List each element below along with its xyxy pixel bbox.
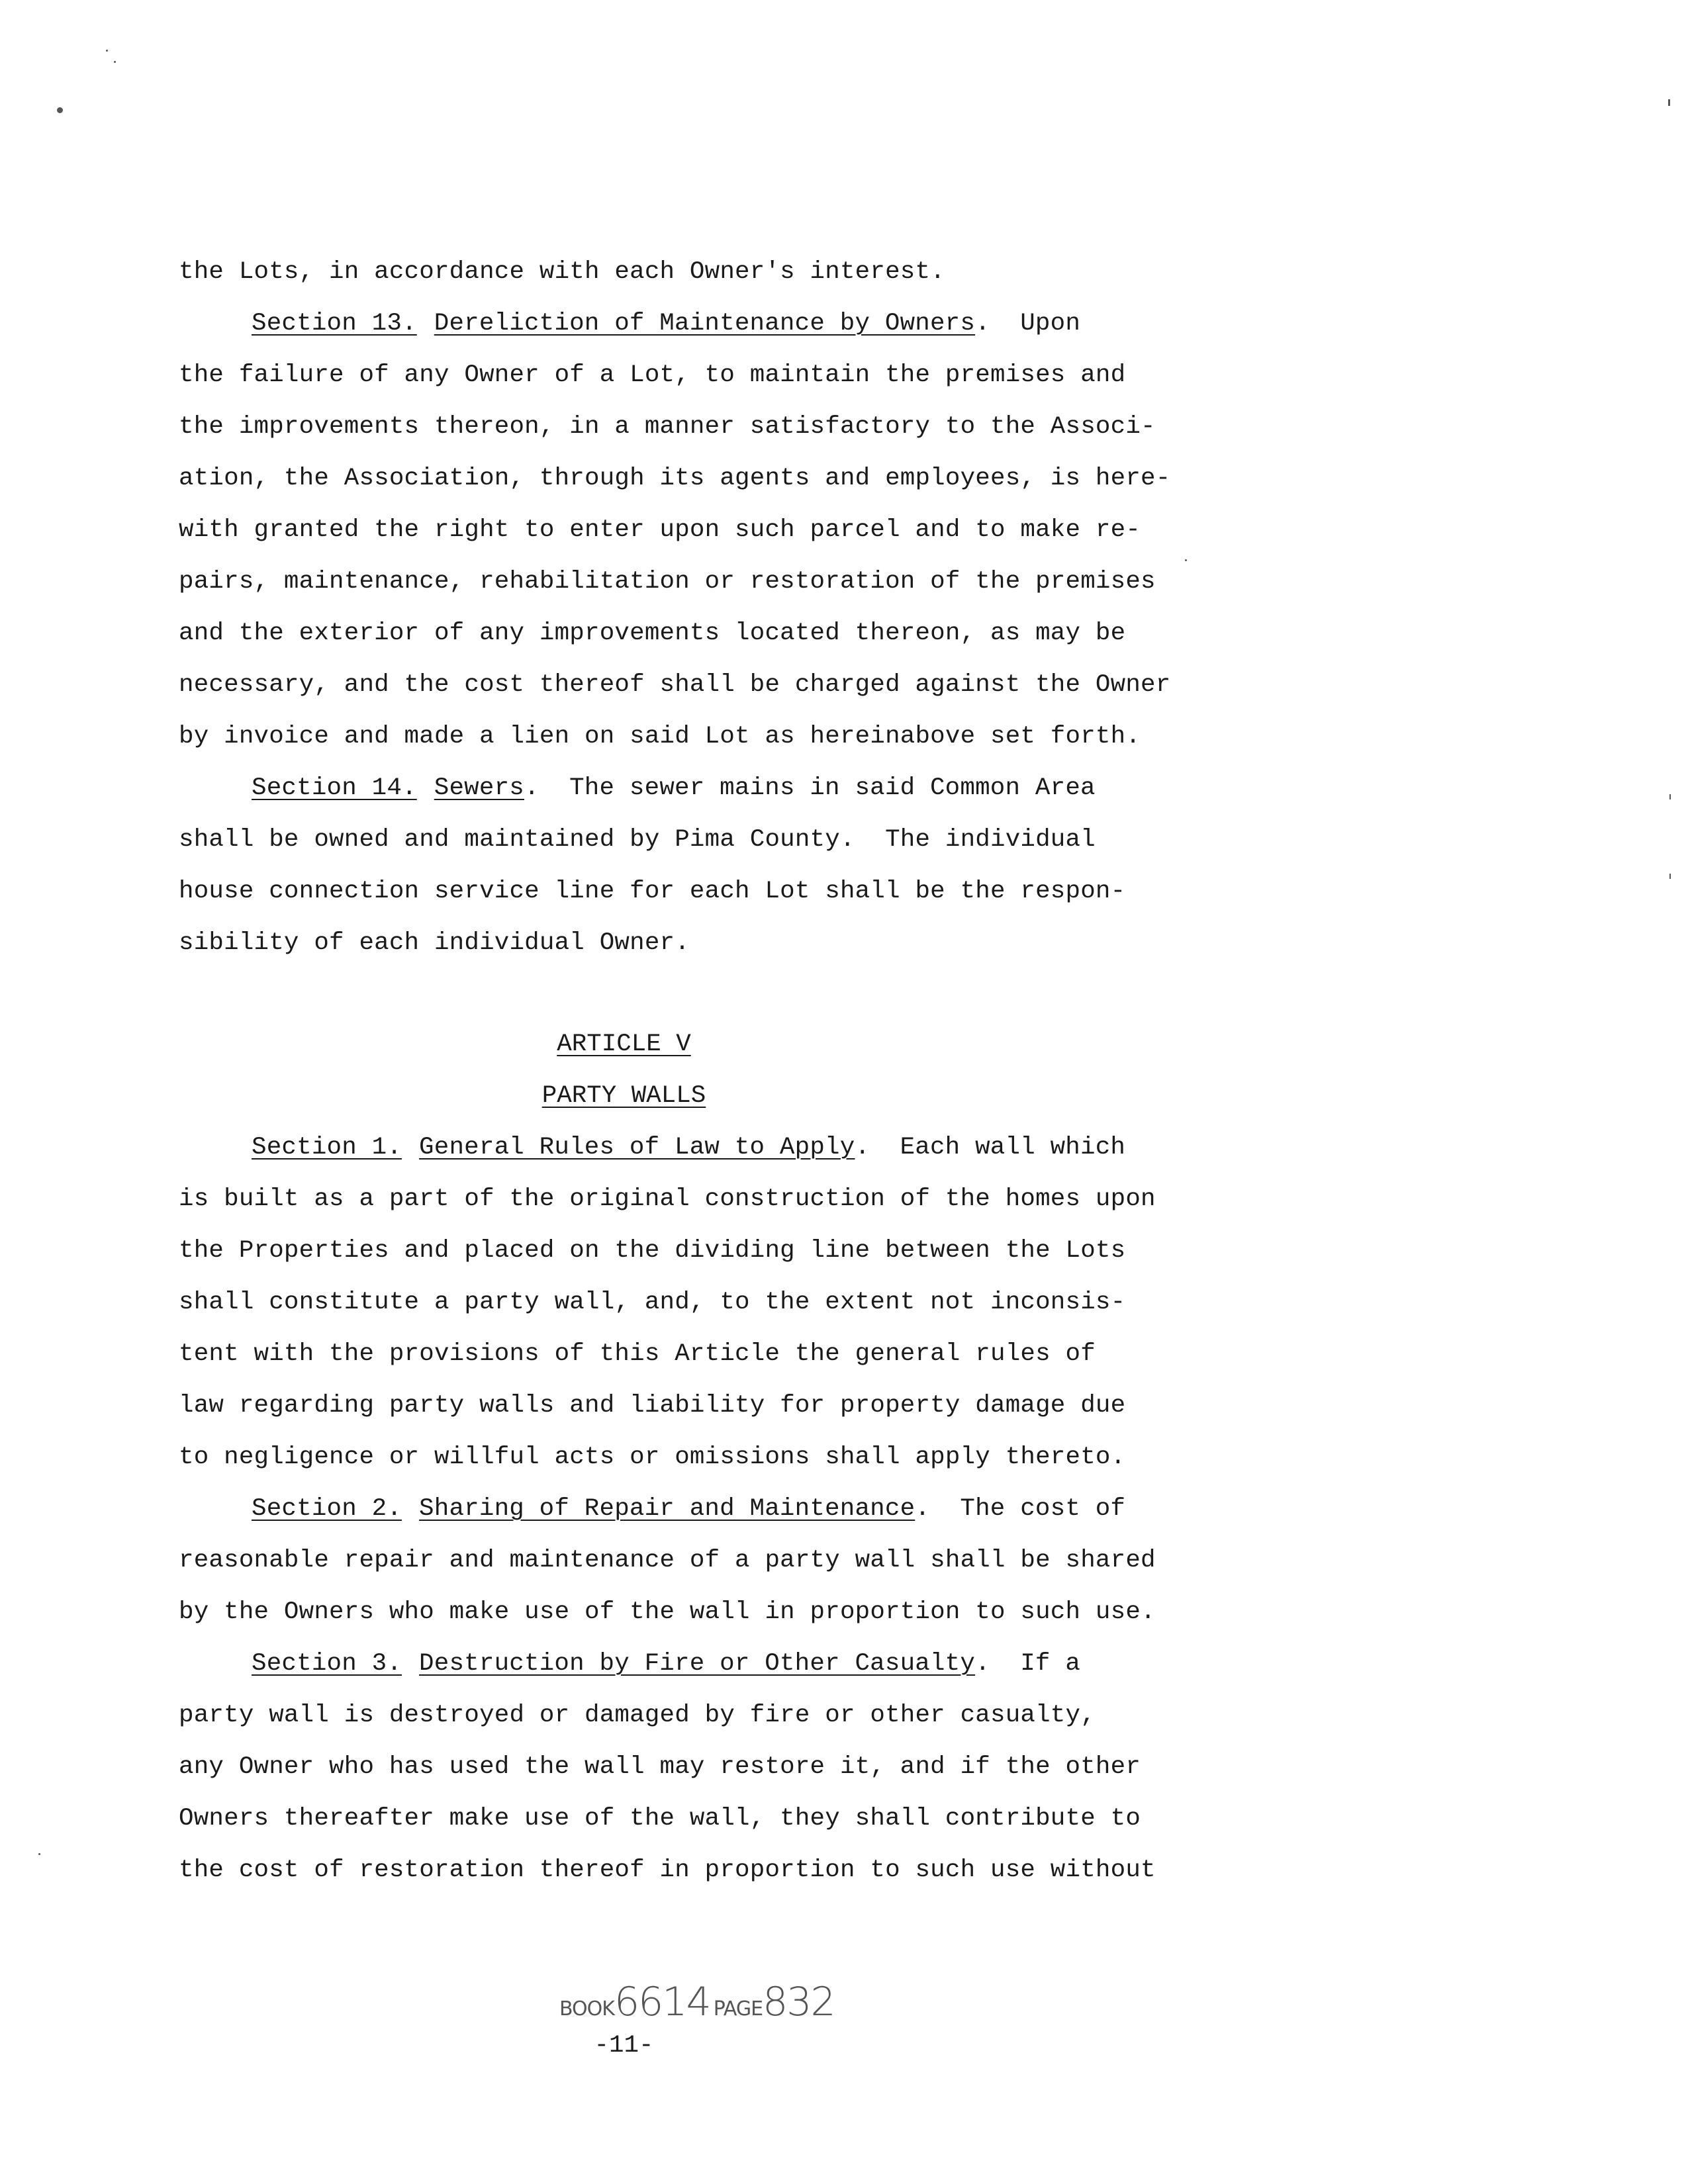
text-line: party wall is destroyed or damaged by fire or other casualty, bbox=[179, 1702, 1096, 1729]
text-line: the improvements thereon, in a manner satisfactory to the Associ- bbox=[179, 413, 1156, 441]
scan-speck bbox=[1669, 874, 1671, 879]
heading-trailing-text: . The sewer mains in said Common Area bbox=[524, 774, 1096, 802]
section-number: Section 1. bbox=[252, 1134, 402, 1161]
text-line: is built as a part of the original construction of the homes upon bbox=[179, 1185, 1156, 1213]
section-number: Section 13. bbox=[252, 310, 417, 338]
heading-trailing-text: . Each wall which bbox=[855, 1134, 1126, 1161]
text-line: any Owner who has used the wall may restore it, and if the other bbox=[179, 1753, 1141, 1781]
stamp-page-number: 832 bbox=[763, 1979, 835, 2025]
section-2-heading bbox=[252, 1497, 1125, 1522]
text-line: the failure of any Owner of a Lot, to maintain the premises and bbox=[179, 361, 1126, 389]
text-line: the Lots, in accordance with each Owner's interest. bbox=[179, 258, 945, 286]
page-number: -11- bbox=[594, 2032, 654, 2060]
text-line: pairs, maintenance, rehabilitation or restoration of the premises bbox=[179, 568, 1156, 596]
heading-trailing-text: . Upon bbox=[975, 310, 1081, 338]
scan-speck bbox=[1668, 99, 1670, 106]
text-line: law regarding party walls and liability for property damage due bbox=[179, 1392, 1126, 1420]
text-line: by the Owners who make use of the wall in proportion to such use. bbox=[179, 1598, 1156, 1626]
text-line: necessary, and the cost thereof shall be charged against the Owner bbox=[179, 671, 1171, 699]
text-line: reasonable repair and maintenance of a party wall shall be shared bbox=[179, 1547, 1156, 1574]
article-title: PARTY WALLS bbox=[541, 1082, 706, 1110]
text-line: sibility of each individual Owner. bbox=[179, 929, 690, 957]
scan-speck bbox=[57, 107, 63, 113]
stamp-book-number: 6614 bbox=[614, 1979, 710, 2025]
text-line: shall be owned and maintained by Pima County. The individual bbox=[179, 826, 1096, 854]
section-14-heading bbox=[252, 776, 1096, 801]
section-3-heading bbox=[252, 1652, 1080, 1677]
heading-trailing-text: . If a bbox=[975, 1650, 1081, 1678]
section-title: Sewers bbox=[434, 774, 524, 802]
section-13-heading bbox=[252, 312, 1080, 337]
text-line: ation, the Association, through its agents and employees, is here- bbox=[179, 465, 1171, 492]
section-title: Dereliction of Maintenance by Owners bbox=[434, 310, 976, 338]
text-line: the cost of restoration thereof in proportion to such use without bbox=[179, 1856, 1156, 1884]
section-number: Section 14. bbox=[252, 774, 417, 802]
scan-speck bbox=[38, 1853, 40, 1855]
scan-speck bbox=[106, 50, 108, 52]
text-line: and the exterior of any improvements located thereon, as may be bbox=[179, 619, 1126, 647]
stamp-book-prefix: BOOK bbox=[559, 1997, 614, 2021]
section-title: Sharing of Repair and Maintenance bbox=[419, 1495, 915, 1523]
section-title: Destruction by Fire or Other Casualty bbox=[419, 1650, 976, 1678]
recording-stamp bbox=[559, 1979, 835, 2025]
section-1-heading bbox=[252, 1136, 1125, 1161]
section-number: Section 3. bbox=[252, 1650, 402, 1678]
scan-speck bbox=[114, 61, 116, 63]
stamp-page-prefix: PAGE bbox=[713, 1997, 763, 2021]
text-line: to negligence or willful acts or omissions shall apply thereto. bbox=[179, 1443, 1126, 1471]
text-line: tent with the provisions of this Article the general rules of bbox=[179, 1340, 1096, 1368]
scan-speck bbox=[1185, 559, 1187, 561]
section-title: General Rules of Law to Apply bbox=[419, 1134, 855, 1161]
text-line: the Properties and placed on the dividing line between the Lots bbox=[179, 1237, 1126, 1265]
scan-speck bbox=[1669, 794, 1671, 799]
text-line: by invoice and made a lien on said Lot as hereinabove set forth. bbox=[179, 723, 1141, 751]
section-number: Section 2. bbox=[252, 1495, 402, 1523]
text-line: house connection service line for each Lot shall be the respon- bbox=[179, 878, 1126, 905]
text-line: shall constitute a party wall, and, to the extent not inconsis- bbox=[179, 1289, 1126, 1316]
article-number: ARTICLE V bbox=[557, 1030, 691, 1058]
text-line: with granted the right to enter upon such parcel and to make re- bbox=[179, 516, 1141, 544]
heading-trailing-text: . The cost of bbox=[915, 1495, 1126, 1523]
text-line: Owners thereafter make use of the wall, they shall contribute to bbox=[179, 1805, 1141, 1833]
